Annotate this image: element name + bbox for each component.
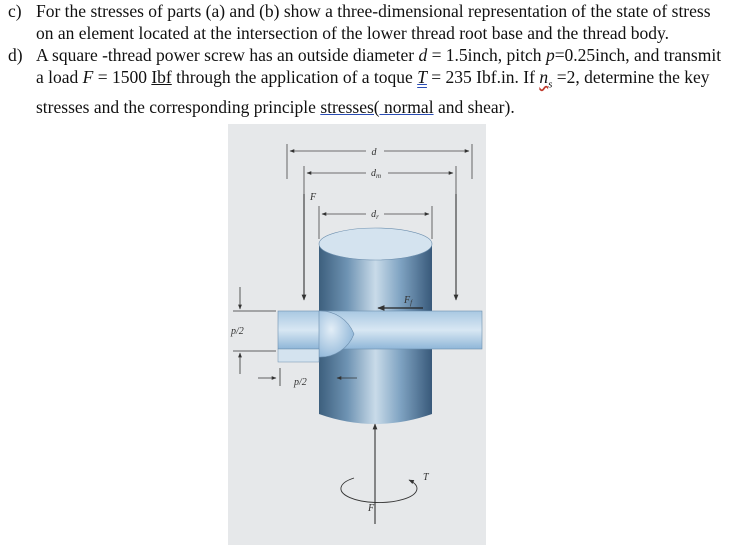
question-d-label: d) [8, 45, 23, 65]
label-Ff-main: F [404, 295, 411, 306]
label-dm-sub: m [375, 172, 382, 180]
label-dr-sub: r [376, 213, 379, 221]
label-T: T [423, 472, 429, 483]
label-dm-main: d [370, 168, 376, 179]
question-c-line2: on an element located at the intersection of the lower thread root base and the thread body. [36, 23, 669, 43]
question-d-text-6: through the application of a toque [171, 67, 418, 87]
symbol-p: p [545, 45, 555, 65]
thread-lower-step [278, 349, 319, 362]
question-d-text-9: stresses and the corresponding principle [36, 96, 321, 117]
power-screw-diagram [228, 124, 486, 545]
question-d-text-2: = 1.5inch, pitch [427, 45, 546, 65]
unit-lbf: Ibf [151, 67, 172, 87]
shaft-top-face [319, 228, 432, 260]
label-F-bottom: F [368, 503, 375, 514]
question-d-text-4: a load [36, 67, 83, 87]
screw-thread [278, 311, 482, 349]
question-d-text-3: =0.25inch, and transmit [554, 45, 722, 65]
symbol-d: d [418, 45, 428, 65]
question-d-text-5: = 1500 [93, 67, 152, 87]
question-d-text-10: and shear). [433, 96, 515, 117]
symbol-n-sub: s [548, 78, 553, 91]
label-p2-left: p/2 [231, 326, 244, 337]
label-F-top: F [310, 192, 317, 203]
question-d-text-7: = 235 Ibf.in. If [426, 67, 540, 87]
label-p2-right: p/2 [294, 377, 307, 388]
question-c-label: c) [8, 1, 22, 21]
label-Ff-sub: f [410, 299, 413, 307]
power-screw-figure [228, 124, 486, 545]
symbol-ns [539, 67, 553, 91]
question-d [8, 44, 744, 118]
label-dr-main: d [371, 209, 377, 220]
symbol-T: T [417, 67, 427, 87]
question-c [8, 0, 744, 44]
question-d-text-1: A square -thread power screw has an outside diameter [36, 45, 419, 65]
stresses-normal-link: stresses( normal [320, 96, 434, 117]
symbol-F: F [82, 67, 94, 87]
question-c-line1: For the stresses of parts (a) and (b) show a three-dimensional representation of the state of stress [36, 1, 711, 21]
label-d: d [371, 147, 377, 158]
question-d-text [36, 44, 744, 118]
question-d-text-8: =2, determine the key [552, 67, 710, 87]
symbol-n: n [539, 67, 549, 87]
